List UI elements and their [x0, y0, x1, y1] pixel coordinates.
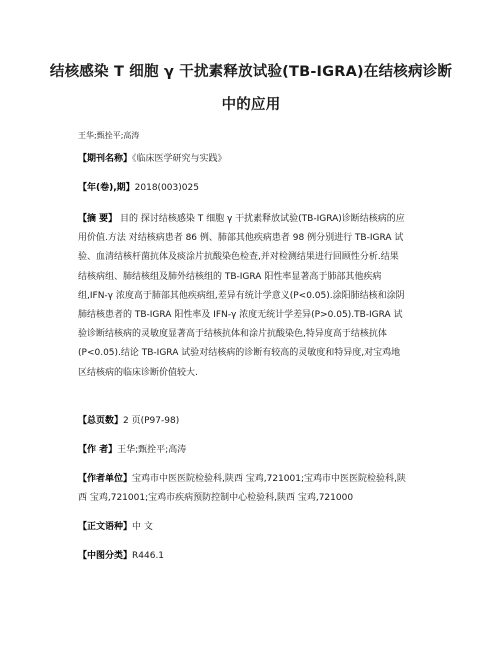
pages-field — [78, 412, 430, 431]
abstract-line: 【摘 要】 目的 探讨结核感染 T 细胞 γ 干扰素释放试验(TB-IGRA)诊断结核病的应 — [78, 214, 405, 224]
affiliation-field — [78, 470, 430, 508]
journal-value: 《临床医学研究与实践》 — [132, 154, 227, 164]
year-issue-field — [78, 179, 430, 198]
journal-field — [78, 150, 430, 169]
pages-value: 2 页(P97-98) — [123, 416, 180, 426]
authors-field — [78, 441, 430, 460]
authors-label: 【作 者】 — [78, 445, 118, 455]
author-byline: 王华;甄拴平;高涛 — [78, 131, 140, 140]
affiliation-line-2: 西 宝鸡,721001;宝鸡市疾病预防控制中心检验科,陕西 宝鸡,721000 — [78, 493, 354, 503]
classification-field — [78, 547, 430, 566]
abstract-line: 肺结核患者的 TB-IGRA 阳性率及 IFN-γ 浓度无统计学差异(P>0.05).TB-IGRA 试 — [78, 310, 403, 321]
abstract-line: 结核病组、肺结核组及肺外结核组的 TB-IGRA 阳性率显著高于肺部其他疾病 — [78, 271, 382, 282]
abstract-label: 【摘 要】 — [78, 214, 118, 224]
document-title-line-2: 中的应用 — [221, 97, 281, 113]
abstract-line: 组,IFN-γ 浓度高于肺部其他疾病组,差异有统计学意义(P<0.05).涂阳肺结核和涂阴 — [78, 290, 405, 301]
language-value: 中 文 — [132, 522, 153, 532]
journal-label: 【期刊名称】 — [78, 154, 133, 164]
affiliation-line-1: 宝鸡市中医医院检验科,陕西 宝鸡,721001;宝鸡市中医医院检验科,陕 — [132, 474, 406, 484]
abstract-line: 验诊断结核病的灵敏度显著高于结核抗体和涂片抗酸染色,特异度高于结核抗体 — [78, 329, 387, 340]
year-issue-value: 2018(003)025 — [134, 183, 199, 193]
abstract-line: 区结核病的临床诊断价值较大. — [78, 367, 198, 378]
classification-value: R446.1 — [132, 551, 165, 561]
pages-label: 【总页数】 — [78, 416, 124, 426]
language-label: 【正文语种】 — [78, 522, 133, 532]
affiliation-label: 【作者单位】 — [78, 474, 133, 484]
abstract-line: (P<0.05).结论 TB-IGRA 试验对结核病的诊断有较高的灵敏度和特异度,对宝鸡地 — [78, 348, 401, 359]
document-title-line-1: 结核感染 T 细胞 γ 干扰素释放试验(TB-IGRA)在结核病诊断 — [49, 64, 453, 80]
year-issue-label: 【年(卷),期】 — [78, 183, 135, 193]
abstract-line: 验、血清结核杆菌抗体及痰涂片抗酸染色检查,并对检测结果进行回顾性分析.结果 — [78, 252, 399, 263]
classification-label: 【中图分类】 — [78, 551, 133, 561]
abstract-line: 用价值.方法 对结核病患者 86 例、肺部其他疾病患者 98 例分别进行 TB-IGRA 试 — [78, 233, 404, 244]
abstract-block — [78, 210, 430, 383]
authors-value: 王华;甄拴平;高涛 — [117, 445, 187, 455]
language-field — [78, 518, 430, 537]
